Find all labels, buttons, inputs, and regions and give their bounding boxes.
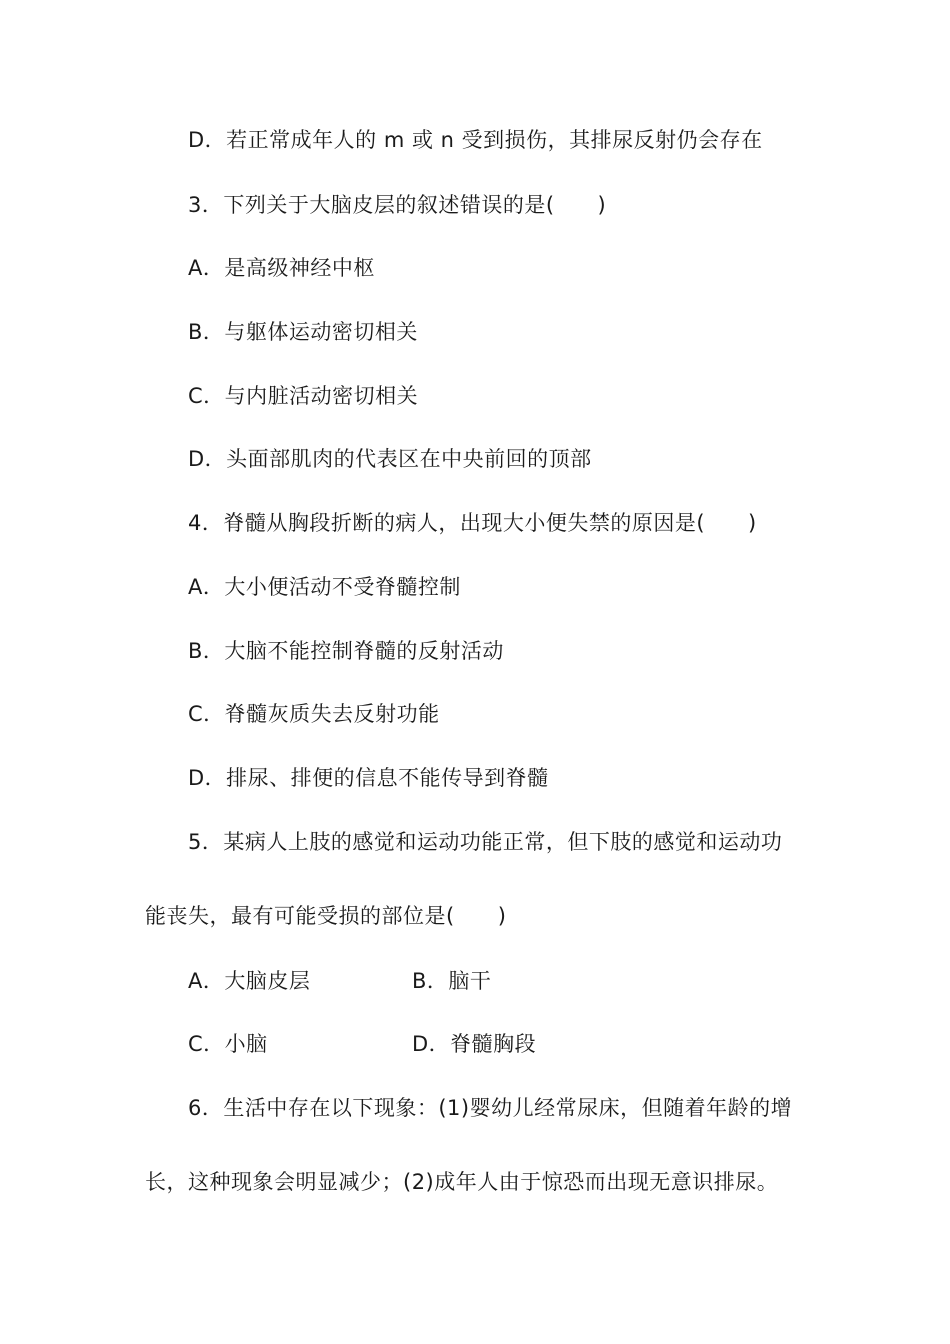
q3-option-b: B．与躯体运动密切相关 (188, 320, 418, 344)
q3-option-a: A．是高级神经中枢 (188, 256, 375, 280)
q4-stem: 4．脊髓从胸段折断的病人，出现大小便失禁的原因是( ) (188, 511, 757, 535)
q4-option-b: B．大脑不能控制脊髓的反射活动 (188, 639, 504, 663)
q6-stem-line2: 长，这种现象会明显减少；(2)成年人由于惊恐而出现无意识排尿。 (145, 1170, 779, 1194)
q4-option-d: D．排尿、排便的信息不能传导到脊髓 (188, 766, 549, 790)
q3-option-c: C．与内脏活动密切相关 (188, 384, 419, 408)
q5-option-a: A．大脑皮层 (188, 969, 311, 993)
q5-stem-line1: 5．某病人上肢的感觉和运动功能正常，但下肢的感觉和运动功 (188, 830, 783, 854)
q5-option-d: D．脊髓胸段 (412, 1032, 537, 1056)
q5-stem-line2: 能丧失，最有可能受损的部位是( ) (145, 904, 507, 928)
q5-option-b: B．脑干 (412, 969, 492, 993)
q3-stem: 3．下列关于大脑皮层的叙述错误的是( ) (188, 193, 607, 217)
q5-options-row1 (188, 966, 808, 996)
q4-option-c: C．脊髓灰质失去反射功能 (188, 702, 440, 726)
q2-option-d: D．若正常成年人的 m 或 n 受到损伤，其排尿反射仍会存在 (188, 128, 763, 152)
q5-option-c: C．小脑 (188, 1032, 268, 1056)
q5-options-row2 (188, 1029, 808, 1059)
q4-option-a: A．大小便活动不受脊髓控制 (188, 575, 461, 599)
q3-option-d: D．头面部肌肉的代表区在中央前回的顶部 (188, 447, 592, 471)
q6-stem-line1: 6．生活中存在以下现象：(1)婴幼儿经常尿床，但随着年龄的增 (188, 1096, 793, 1120)
